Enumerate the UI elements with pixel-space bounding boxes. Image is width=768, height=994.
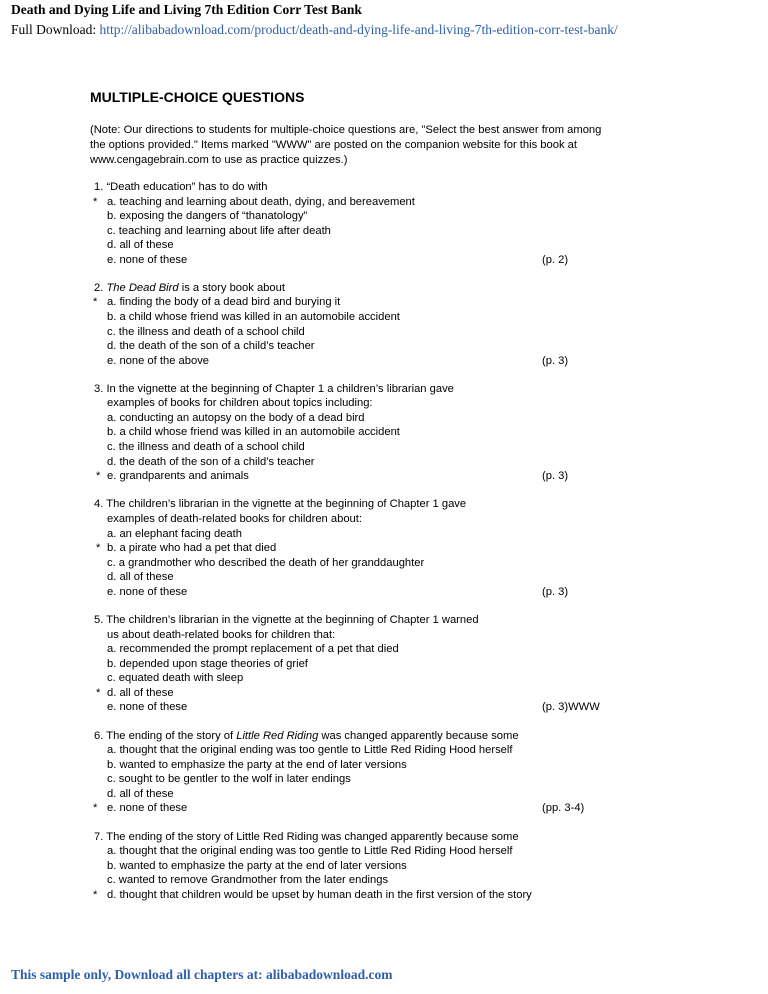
book-title: The Dead Bird bbox=[106, 282, 179, 294]
answer-option: d. the death of the son of a child’s teacher bbox=[107, 456, 315, 468]
page-reference: (pp. 3-4) bbox=[542, 802, 585, 814]
answer-option: d. the death of the son of a child’s teacher bbox=[107, 340, 315, 352]
question-stem bbox=[94, 281, 285, 296]
note-line: the options provided." Items marked "WWW" are posted on the companion website for this book at bbox=[90, 139, 577, 152]
full-download-line bbox=[11, 22, 618, 38]
question-stem-continued: us about death-related books for children that: bbox=[107, 629, 336, 641]
answer-option: b. a child whose friend was killed in an automobile accident bbox=[107, 311, 400, 323]
answer-option: a. recommended the prompt replacement of a pet that died bbox=[107, 643, 399, 655]
answer-option: e. none of these bbox=[107, 254, 188, 266]
full-download-label: Full Download: bbox=[11, 22, 100, 37]
full-download-link[interactable]: http://alibabadownload.com/product/death-and-dying-life-and-living-7th-edition-corr-test-bank/ bbox=[99, 22, 618, 37]
answer-option: d. all of these bbox=[107, 687, 174, 699]
question-stem: 4. The children’s librarian in the vignette at the beginning of Chapter 1 gave bbox=[94, 498, 467, 510]
answer-option: d. all of these bbox=[107, 239, 174, 251]
answer-option: c. teaching and learning about life after death bbox=[107, 225, 331, 237]
question-stem: 7. The ending of the story of Little Red Riding was changed apparently because some bbox=[94, 831, 519, 843]
answer-option: c. a grandmother who described the death of her granddaughter bbox=[107, 557, 425, 569]
correct-answer-marker: * bbox=[96, 687, 101, 699]
answer-option: a. an elephant facing death bbox=[107, 528, 242, 540]
answer-option: b. wanted to emphasize the party at the end of later versions bbox=[107, 759, 407, 771]
correct-answer-marker: * bbox=[96, 470, 101, 482]
page-reference: (p. 2) bbox=[542, 254, 569, 266]
download-footer: This sample only, Download all chapters at: alibabadownload.com bbox=[11, 967, 393, 982]
answer-option: c. the illness and death of a school child bbox=[107, 326, 305, 338]
story-title: Little Red Riding bbox=[236, 730, 319, 742]
answer-option: b. a child whose friend was killed in an automobile accident bbox=[107, 426, 400, 438]
correct-answer-marker: * bbox=[96, 542, 101, 554]
answer-option: a. finding the body of a dead bird and burying it bbox=[107, 296, 341, 308]
answer-option: e. none of these bbox=[107, 701, 188, 713]
answer-option: e. none of the above bbox=[107, 355, 210, 367]
answer-option: b. wanted to emphasize the party at the end of later versions bbox=[107, 860, 407, 872]
answer-option: b. exposing the dangers of “thanatology” bbox=[107, 210, 308, 222]
answer-option: a. thought that the original ending was too gentle to Little Red Riding Hood herself bbox=[107, 744, 513, 756]
page-reference: (p. 3) bbox=[542, 586, 569, 598]
question-stem: 5. The children’s librarian in the vignette at the beginning of Chapter 1 warned bbox=[94, 614, 479, 626]
answer-option: d. thought that children would be upset by human death in the first version of the story bbox=[107, 889, 532, 901]
answer-option: e. grandparents and animals bbox=[107, 470, 249, 482]
answer-option: a. thought that the original ending was too gentle to Little Red Riding Hood herself bbox=[107, 845, 513, 857]
answer-option: a. conducting an autopsy on the body of a dead bird bbox=[107, 412, 365, 424]
stem-prefix: 2. bbox=[94, 282, 107, 294]
correct-answer-marker: * bbox=[93, 802, 98, 814]
question-stem-continued: examples of death-related books for children about: bbox=[107, 513, 362, 525]
section-title: MULTIPLE-CHOICE QUESTIONS bbox=[90, 89, 305, 105]
answer-option: b. depended upon stage theories of grief bbox=[107, 658, 308, 670]
question-stem-continued: examples of books for children about topics including: bbox=[107, 397, 373, 409]
page-reference: (p. 3) bbox=[542, 470, 569, 482]
answer-option: c. wanted to remove Grandmother from the later endings bbox=[107, 874, 389, 886]
correct-answer-marker: * bbox=[93, 889, 98, 901]
answer-option: c. the illness and death of a school child bbox=[107, 441, 305, 453]
answer-option: c. equated death with sleep bbox=[107, 672, 244, 684]
page-reference: (p. 3) bbox=[542, 355, 569, 367]
answer-option: d. all of these bbox=[107, 571, 174, 583]
document-header-title: Death and Dying Life and Living 7th Edition Corr Test Bank bbox=[11, 2, 362, 17]
instructions-note bbox=[90, 123, 690, 169]
answer-option: a. teaching and learning about death, dying, and bereavement bbox=[107, 196, 415, 208]
correct-answer-marker: * bbox=[93, 196, 98, 208]
page-reference: (p. 3)WWW bbox=[542, 701, 600, 713]
answer-option: e. none of these bbox=[107, 586, 188, 598]
correct-answer-marker: * bbox=[93, 296, 98, 308]
answer-option: c. sought to be gentler to the wolf in later endings bbox=[107, 773, 351, 785]
note-line: (Note: Our directions to students for multiple-choice questions are, "Select the best answer from among bbox=[90, 124, 602, 136]
stem-suffix: was changed apparently because some bbox=[318, 730, 519, 742]
question-stem bbox=[94, 729, 519, 744]
question-stem: 1. “Death education” has to do with bbox=[94, 181, 268, 193]
answer-option: b. a pirate who had a pet that died bbox=[107, 542, 277, 554]
answer-option: d. all of these bbox=[107, 788, 174, 800]
question-stem: 3. In the vignette at the beginning of Chapter 1 a children’s librarian gave bbox=[94, 383, 454, 395]
stem-prefix: 6. The ending of the story of bbox=[94, 730, 237, 742]
note-line: www.cengagebrain.com to use as practice quizzes.) bbox=[90, 154, 348, 167]
stem-suffix: is a story book about bbox=[178, 282, 285, 294]
answer-option: e. none of these bbox=[107, 802, 188, 814]
